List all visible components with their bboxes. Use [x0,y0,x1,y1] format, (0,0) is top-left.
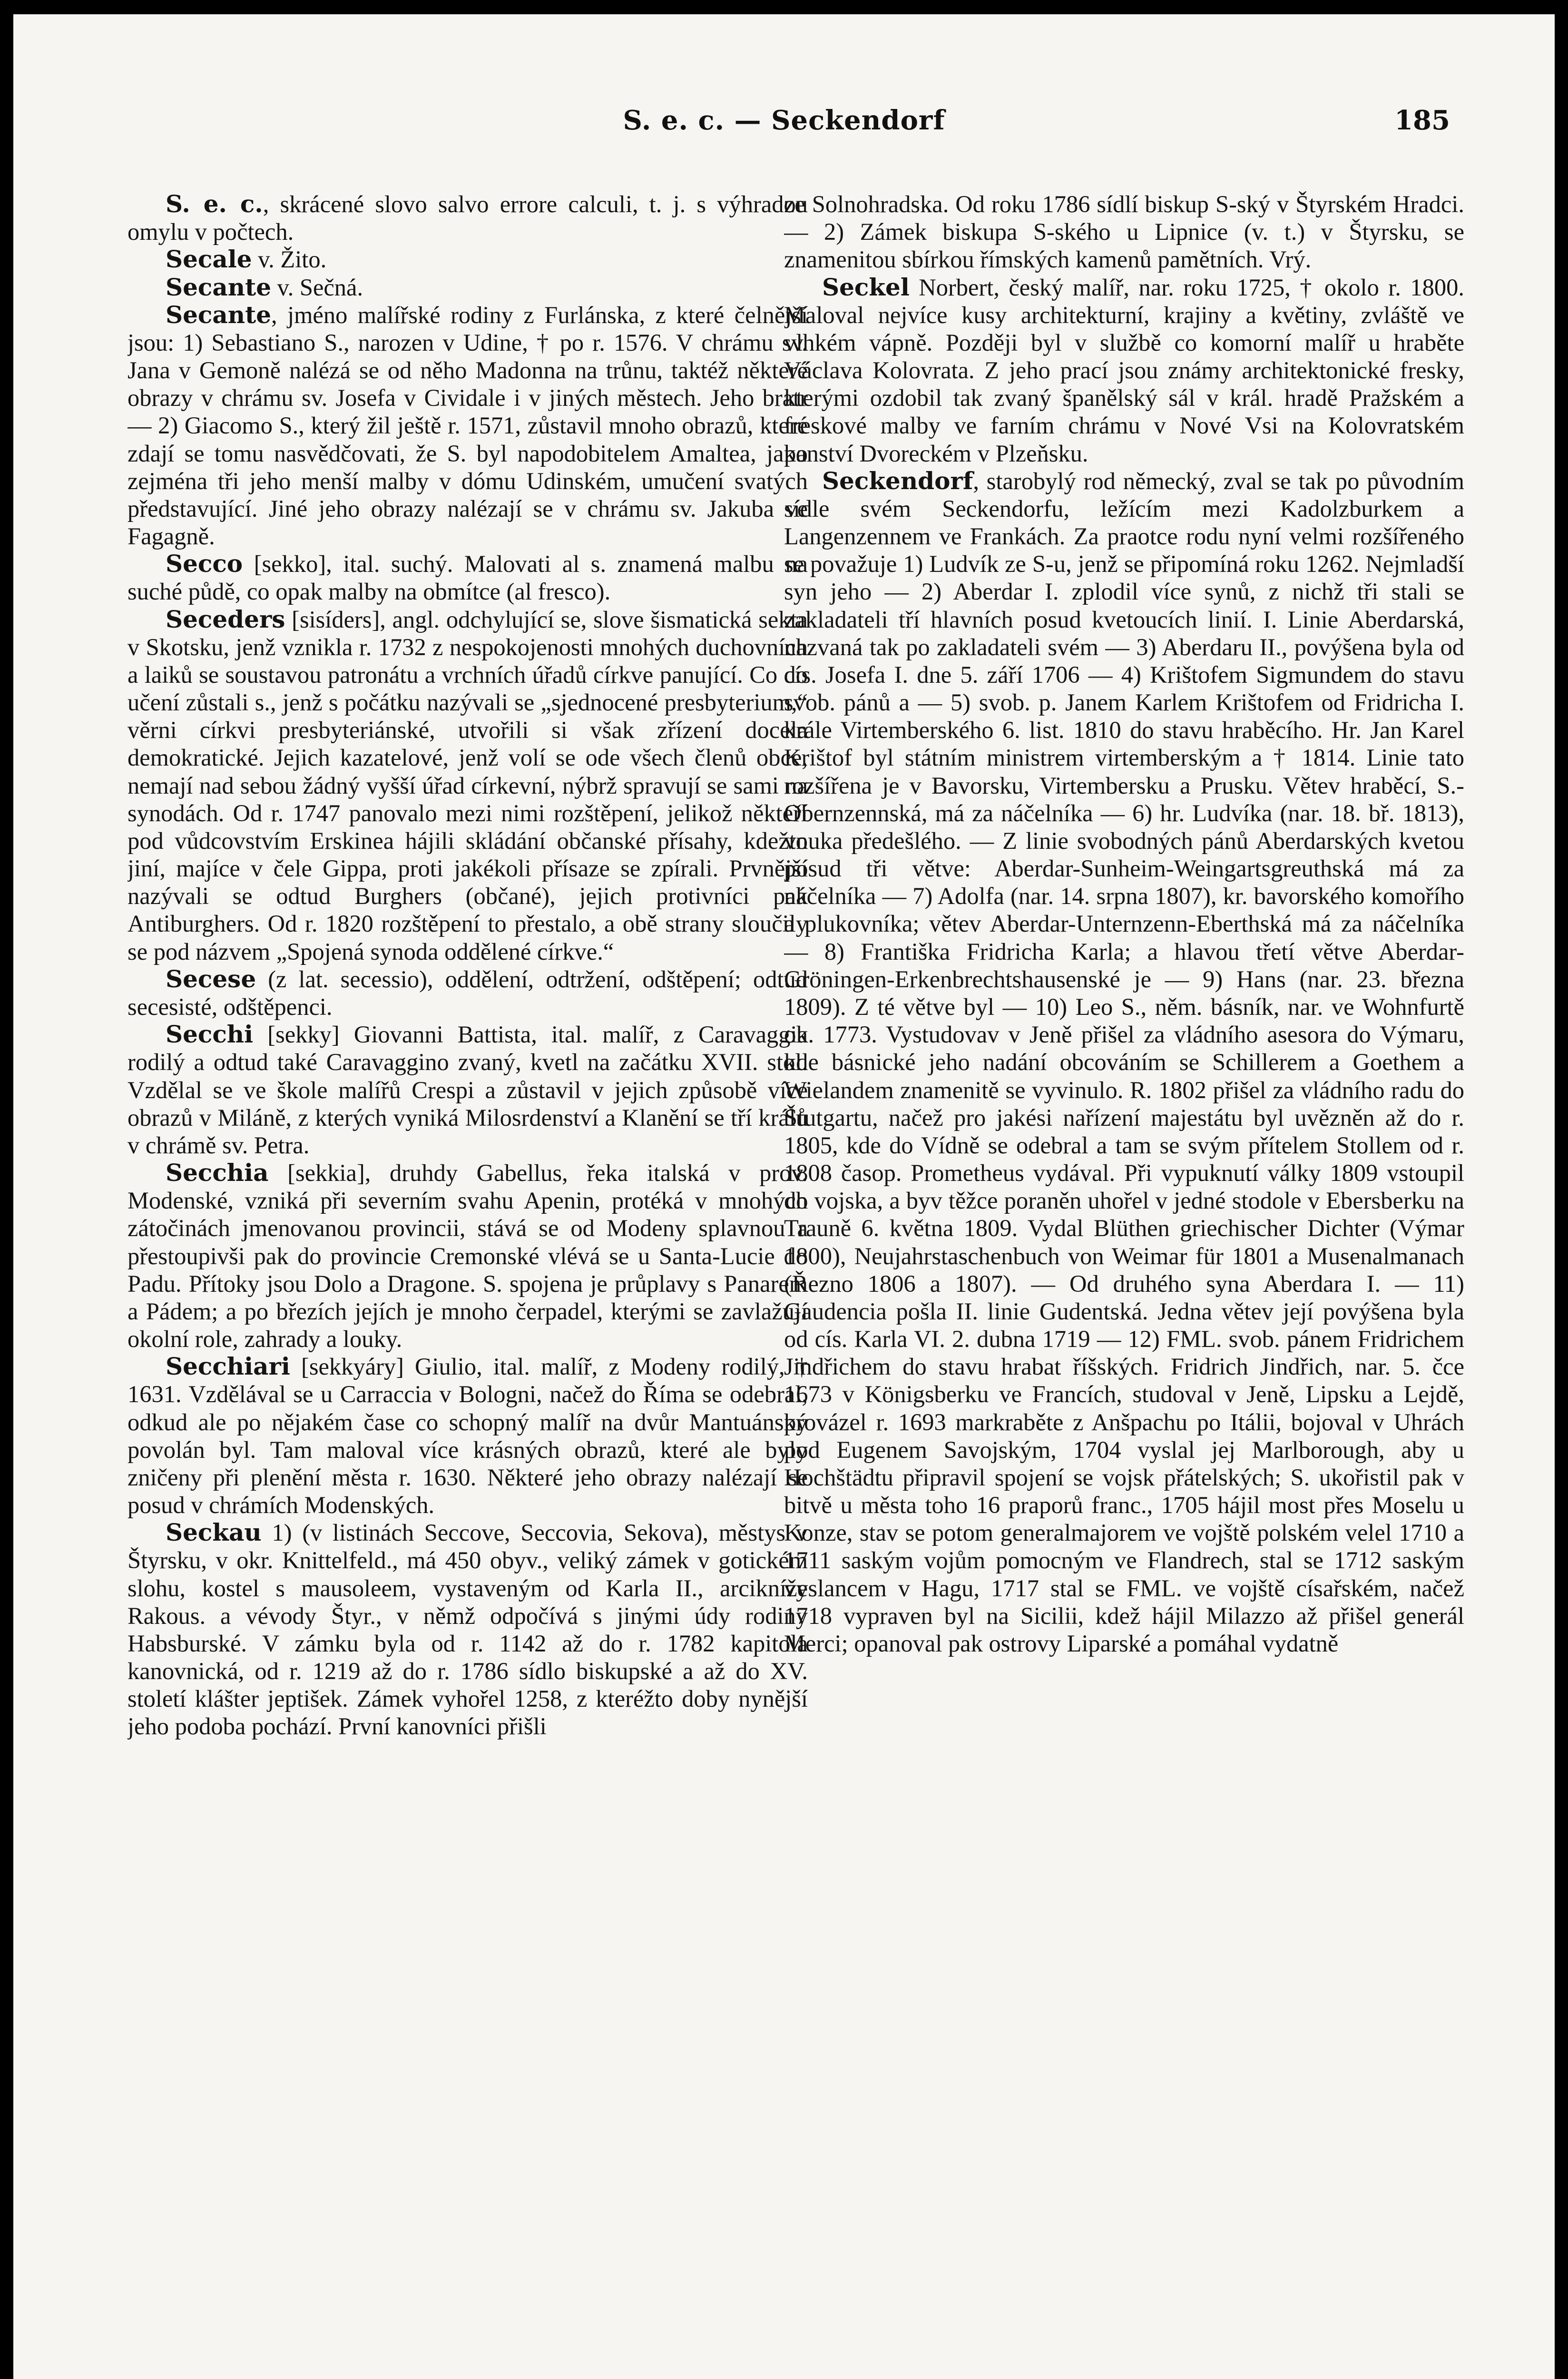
entry-text: [sekkia], druhdy Gabellus, řeka italská v prov. Modenské, vzniká při severním svahu Apenin, protéká v mnohých zátočinách jmenovanou provincii, stává se od Modeny splavnou a přestoupivši pak do provincie Cremonské vlévá se u Santa-Lucie do Padu. Přítoky jsou Dolo a Dragone. S. spojena je průplavy s Panarem a Pádem; a po březích jejích je mnoho čerpadel, kterými se zavlažují okolní role, zahrady a louky. [127,1160,808,1353]
entry [784,274,1464,467]
entry-headword: Seckel [822,273,910,301]
entry-headword: Secchia [166,1159,269,1187]
entry-headword: Seckau [166,1518,262,1547]
running-title: S. e. c. — Seckendorf [623,105,945,136]
entry-text: , jméno malířské rodiny z Furlánska, z které čelnější jsou: 1) Sebastiano S., narozen v Udine, † po r. 1576. V chrámu sv. Jana v Gemoně nalézá se od něho Madonna na trůnu, taktéž některé obrazy v chrámu sv. Josefa v Cividale i v jiných městech. Jeho bratr — 2) Giacomo S., který žil ještě r. 1571, zůstavil mnoho obrazů, které zdají se tomu nasvědčovati, že S. byl napodobitelem Amaltea, jako zejména tři jeho menší malby v dómu Udinském, umučení svatých představující. Jiné jeho obrazy nalézají se v chrámu sv. Jakuba ve Fagagně. [127,301,808,550]
entry-text: ze Solnohradska. Od roku 1786 sídlí biskup S-ský v Štyrském Hradci. — 2) Zámek biskupa S-ského u Lipnice (v. t.) v Štyrsku, se znamenitou sbírkou římských kamenů pamětních. Vrý. [784,191,1464,273]
right-column [784,190,1464,2379]
entry [127,246,808,273]
entry-headword: Secese [166,964,256,993]
running-header [13,95,1555,147]
entry [127,301,808,551]
entry-text: 1) (v listinách Seccove, Seccovia, Sekova), městys v Štyrsku, v okr. Knittelfeld., má 450 obyv., veliký zámek v gotickém slohu, kostel s mausoleem, vystaveným od Karla II., arcikníže Rakous. a vévody Štyr., v němž odpočívá s jinými údy rodiny Habsburské. V zámku byla od r. 1142 až do r. 1782 kapitola kanovnická, od r. 1219 až do r. 1786 sídlo biskupské a až do XV. století klášter jeptišek. Zámek vyhořel 1258, z kteréžto doby nynější jeho podoba pochází. První kanovníci přišli [127,1519,808,1740]
entry [127,1021,808,1159]
page-number: 185 [1394,105,1450,136]
entry-text: [sekko], ital. suchý. Malovati al s. znamená malbu na suché půdě, co opak malby na obmítce (al fresco). [127,551,808,605]
entry-headword: Secante [166,300,272,329]
entry-headword: S. e. c. [166,190,263,218]
entry [127,190,808,246]
scanned-page [13,14,1555,2379]
entry-text: Norbert, český malíř, nar. roku 1725, † okolo r. 1800. Maloval nejvíce kusy architekturní, krajiny a květiny, zvláště ve vlhkém vápně. Později byl v službě co komorní malíř u hraběte Václava Kolovrata. Z jeho prací jsou známy architektonické fresky, kterými ozdobil tak zvaný španělský sál v král. hradě Pražském a freskové malby ve farním chrámu v Nové Vsi na Kolovratském panství Dvoreckém v Plzeňsku. [784,274,1464,467]
entry-headword: Secale [166,245,252,274]
entry [127,1519,808,1740]
entry-text: v. Sečná. [271,274,363,301]
entry-headword: Secchiari [166,1352,290,1381]
entry [784,467,1464,1657]
entry [127,550,808,605]
entry-text: (z lat. secessio), oddělení, odtržení, odštěpení; odtud secesisté, odštěpenci. [127,965,808,1020]
entry-text: [sisíders], angl. odchylující se, slove šismatická sekta v Skotsku, jenž vznikla r. 1732 z nespokojenosti mnohých duchovních a laiků se soustavou patronátu a vrchních úřadů církve panující. Co do učení zůstali s., jenž s počátku nazývali se „sjednocené presbyterium,“ věrni církvi presbyteriánské, utvořili si však zřízení docela demokratické. Jejich kazatelové, jenž volí se ode všech členů obce, nemají nad sebou žádný vyšší úřad církevní, nýbrž spravují se sami na synodách. Od r. 1747 panovalo mezi nimi rozštěpení, jelikož někteří pod vůdcovstvím Erskinea hájili skládání občanské přísahy, kdežto jiní, majíce v čele Gippa, proti jakékoli přísaze se zpírali. Prvnější nazývali se odtud Burghers (občané), jejich protivníci pak Antiburghers. Od r. 1820 rozštěpení to přestalo, a obě strany sloučily se pod názvem „Spojená synoda oddělené církve.“ [127,606,808,965]
entry [127,1159,808,1353]
entry-headword: Secchi [166,1020,254,1049]
entry-text: , starobylý rod německý, zval se tak po původním sídle svém Seckendorfu, ležícím mezi Kadolzburkem a Langenzennem ve Frankách. Za praotce rodu nyní velmi rozšířeného se považuje 1) Ludvík ze S-u, jenž se připomíná roku 1262. Nejmladší syn jeho — 2) Aberdar I. zplodil více synů, z nichž tři stali se zakladateli tří hlavních posud kvetoucích linií. I. Linie Aberdarská, nazvaná tak po zakladateli svém — 3) Aberdaru II., povýšena byla od cís. Josefa I. dne 5. září 1706 — 4) Krištofem Sigmundem do stavu svob. pánů a — 5) svob. p. Janem Karlem Krištofem od Fridricha I. krále Virtemberského 6. list. 1810 do stavu hraběcího. Hr. Jan Karel Krištof byl státním ministrem virtemberským a † 1814. Linie tato rozšířena je v Bavorsku, Virtembersku a Prusku. Větev hraběcí, S.-Obernzennská, má za náčelníka — 6) hr. Ludvíka (nar. 18. bř. 1813), vnuka předešlého. — Z linie svobodných pánů Aberdarských kvetou posud tři větve: Aberdar-Sunheim-Weingartsgreuthská má za náčelníka — 7) Adolfa (nar. 14. srpna 1807), kr. bavorského komořího a plukovníka; větev Aberdar-Unternzenn-Eberthská má za náčelníka — 8) Františka Fridricha Karla; a hlavou třetí větve Aberdar-Gröningen-Erkenbrechtshausenské je — 9) Hans (nar. 23. března 1809). Z té větve byl — 10) Leo S., něm. básník, nar. ve Wohnfurtě ok. 1773. Vystudovav v Jeně přišel za vládního asesora do Výmaru, kde básnické jeho nadání obcováním se Schillerem a Goethem a Wielandem znamenitě se vyvinulo. R. 1802 přišel za vládního radu do Štutgartu, načež pro jakési nařízení majestátu byl uvězněn až do r. 1805, kde do Vídně se odebral a tam se svým přítelem Stollem od r. 1808 časop. Prometheus vydával. Při vypuknutí války 1809 vstoupil do vojska, a byv těžce poraněn uhořel v jedné stodole v Ebersberku na Trauně 6. května 1809. Vydal Blüthen griechischer Dichter (Výmar 1800), Neujahrstaschenbuch von Weimar für 1801 a Musenalmanach (Řezno 1806 a 1807). — Od druhého syna Aberdara I. — 11) Gaudencia pošla II. linie Gudentská. Jedna větev její povýšena byla od cís. Karla VI. 2. dubna 1719 — 12) FML. svob. pánem Fridrichem Jindřichem do stavu hrabat říšských. Fridrich Jindřich, nar. 5. čce 1673 v Königsberku ve Francích, studoval v Jeně, Lipsku a Lejdě, provázel r. 1693 markraběte z Anšpachu po Itálii, bojoval v Uhrách pod Eugenem Savojským, 1704 vyslal jej Marlborough, aby u Hochštädtu připravil spojení se vojsk přátelských; S. ukořistil pak v bitvě u města toho 16 praporů franc., 1705 hájil most přes Moselu u Konze, stav se potom generalmajorem ve vojště polském velel 1710 a 1711 saským vojům pomocným ve Flandrech, stal se 1712 saským vyslancem v Hagu, 1717 stal se FML. ve vojště císařském, načež 1718 vypraven byl na Sicilii, kdež hájil Milazzo až přišel generál Merci; opanoval pak ostrovy Liparské a pomáhal vydatně [784,467,1464,1657]
entry-continuation [784,190,1464,274]
entry-text: , skrácené slovo salvo errore calculi, t. j. s výhradou omylu v počtech. [127,191,808,246]
left-column [127,190,808,2379]
entry [127,606,808,965]
entry-headword: Seckendorf [822,466,973,495]
entry-headword: Seceders [166,605,285,633]
entry [127,965,808,1021]
entry-text: [sekky] Giovanni Battista, ital. malíř, z Caravaggia rodilý a odtud také Caravaggino zvaný, kvetl na začátku XVII. stol. Vzdělal se ve škole malířů Crespi a zůstavil v jejich způsobě více obrazů v Miláně, z kterých vyniká Milosrdenství a Klanění se tří králů v chrámě sv. Petra. [127,1021,808,1159]
entry-headword: Secco [166,550,243,578]
entry-headword: Secante [166,273,272,301]
entry-text: [sekkyáry] Giulio, ital. malíř, z Modeny rodilý, † 1631. Vzdělával se u Carraccia v Bologni, načež do Říma se odebral, odkud ale po nějakém čase co schopný malíř na dvůr Mantuánský povolán byl. Tam maloval více krásných obrazů, které ale byly zničeny při plenění města r. 1630. Některé jeho obrazy nalézají se posud v chrámích Modenských. [127,1353,808,1519]
entry-text: v. Žito. [252,246,327,273]
entry [127,274,808,301]
entry [127,1353,808,1519]
